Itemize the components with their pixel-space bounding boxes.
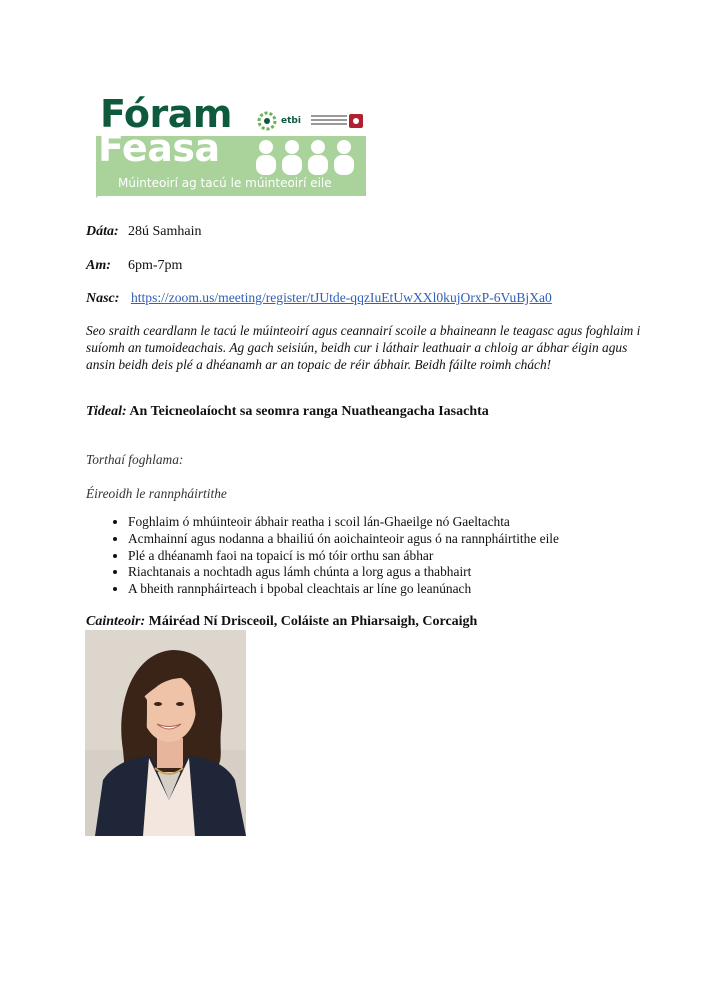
outcomes-heading: Torthaí foghlama: <box>86 452 184 467</box>
zoom-registration-link[interactable]: https://zoom.us/meeting/register/tJUtde-qqzIuEtUwXXl0kujOrxP-6VuBjXa0 <box>130 290 552 305</box>
list-item: • A bheith rannpháirteach i bpobal cleachtais ar líne go leanúnach <box>128 581 559 598</box>
speaker-photo <box>85 630 246 836</box>
list-item: • Acmhainní agus nodanna a bhailiú ón aoichainteoir agus ó na rannpháirtithe eile <box>128 531 559 548</box>
link-label: Nasc: <box>86 291 120 306</box>
list-item: • Plé a dhéanamh faoi na topaicí is mó tóir orthu san ábhar <box>128 548 559 565</box>
etbi-logo-icon <box>256 110 278 132</box>
logo-foram-text: Fóram <box>100 92 233 136</box>
list-item: • Foghlaim ó mhúinteoir ábhair reatha i scoil lán-Ghaeilge nó Gaeltachta <box>128 514 559 531</box>
title-label: Tideal: <box>86 404 127 419</box>
speaker-label: Cainteoir: <box>86 614 146 629</box>
time-value: 6pm-7pm <box>128 258 183 273</box>
list-item: • Riachtanais a nochtadh agus lámh chúnta a lorg agus a thabhairt <box>128 564 559 581</box>
logo-tagline: Múinteoirí ag tacú le múinteoirí eile <box>118 176 332 190</box>
logo-speech-tail <box>96 184 110 198</box>
date-label: Dáta: <box>86 224 119 239</box>
time-field <box>86 258 183 274</box>
intro-paragraph: Seo sraith ceardlann le tacú le múinteoirí agus ceannairí scoile a bhaineann le teagasc agus foghlaim i suíomh an tumoideachais. Ag gach seisiún, beidh cur i láthair leathuair a chloig ar ábhar éigin agus ansin beidh deis plé a dhéanamh ar an topaic de réir ábhair. Beidh fáilte roimh chách! <box>86 323 641 372</box>
speaker-value: Máiréad Ní Drisceoil, Coláiste an Phiarsaigh, Corcaigh <box>148 614 478 629</box>
link-field <box>86 290 552 307</box>
partner-crest-icon <box>349 114 363 128</box>
date-value: 28ú Samhain <box>128 224 202 239</box>
outcomes-list <box>110 514 559 598</box>
etbi-logo-text: etbi <box>281 116 301 126</box>
title-value: An Teicneolaíocht sa seomra ranga Nuatheangacha Iasachta <box>129 404 489 419</box>
time-label: Am: <box>86 258 111 273</box>
participants-heading: Éireoidh le rannpháirtithe <box>86 486 227 501</box>
logo-feasa-text: Feasa <box>98 126 220 170</box>
session-title <box>86 404 489 420</box>
date-field <box>86 224 202 240</box>
partner-text-lines <box>311 115 347 127</box>
speaker-line <box>86 614 477 630</box>
people-icon <box>252 138 362 178</box>
foram-feasa-logo <box>96 92 368 200</box>
